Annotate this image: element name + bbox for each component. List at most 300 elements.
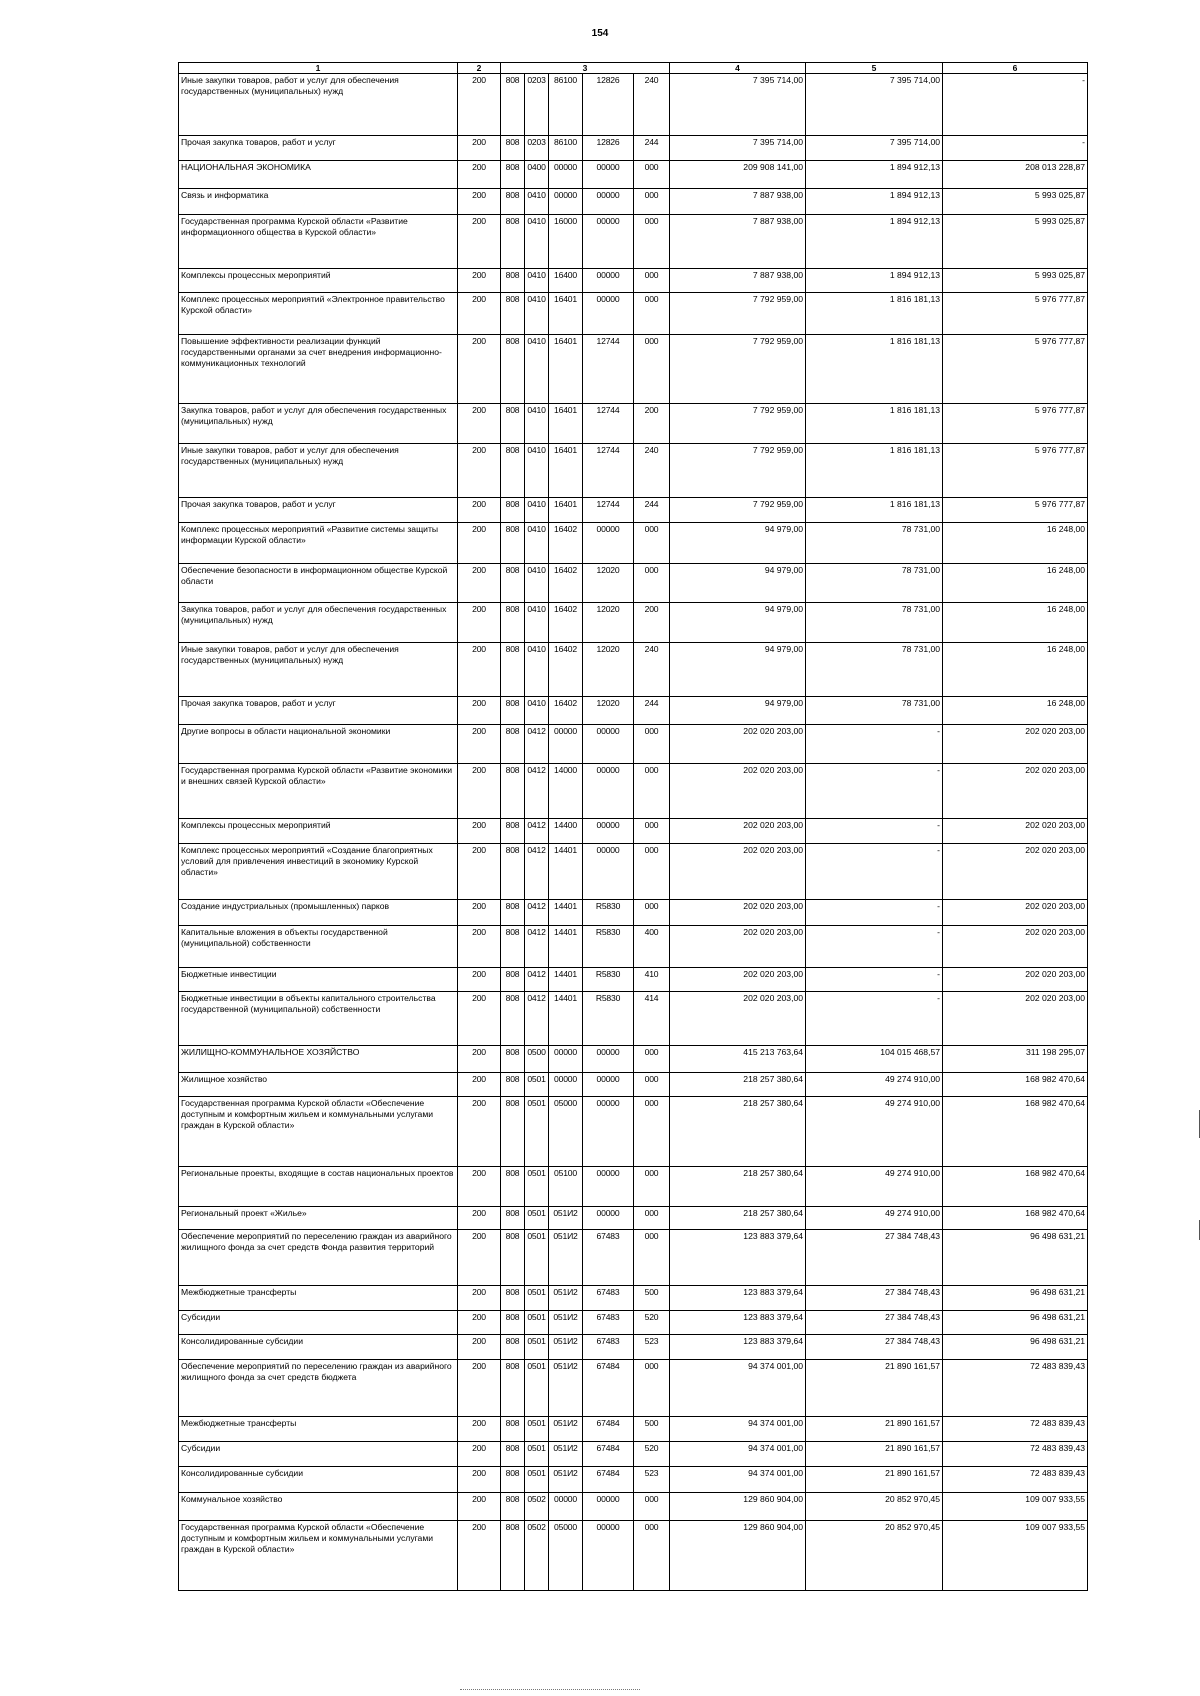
row-code-program: 16401	[549, 404, 583, 444]
row-code-chapter: 808	[501, 1286, 525, 1311]
row-col-4: 129 860 904,00	[670, 1521, 806, 1591]
row-code-expense-type: 000	[634, 1073, 670, 1097]
row-col-5: -	[806, 725, 943, 764]
row-code-expense-type: 200	[634, 404, 670, 444]
row-col-4: 7 792 959,00	[670, 404, 806, 444]
row-code-section: 0501	[525, 1335, 549, 1360]
header-row	[179, 63, 1088, 74]
table-row	[179, 1417, 1088, 1442]
row-code-chapter: 808	[501, 1167, 525, 1207]
row-code-section: 0412	[525, 764, 549, 819]
row-col-6: 109 007 933,55	[943, 1493, 1088, 1521]
row-col-6: 208 013 228,87	[943, 161, 1088, 189]
row-code-program: 051И2	[549, 1417, 583, 1442]
row-code-expense-type: 000	[634, 1046, 670, 1073]
row-name: Государственная программа Курской области «Развитие информационного общества в Курской области»	[179, 215, 458, 269]
row-code-section: 0410	[525, 335, 549, 404]
row-col-4: 123 883 379,64	[670, 1335, 806, 1360]
row-code-expense-type: 520	[634, 1311, 670, 1335]
row-code-chapter: 808	[501, 269, 525, 293]
row-col-4: 415 213 763,64	[670, 1046, 806, 1073]
row-code-direction: R5830	[583, 992, 634, 1046]
row-col-2: 200	[458, 1207, 501, 1230]
row-name: Межбюджетные трансферты	[179, 1286, 458, 1311]
row-col-4: 209 908 141,00	[670, 161, 806, 189]
row-code-program: 051И2	[549, 1286, 583, 1311]
row-col-2: 200	[458, 161, 501, 189]
row-code-chapter: 808	[501, 189, 525, 215]
table-row	[179, 444, 1088, 498]
row-col-6: 72 483 839,43	[943, 1417, 1088, 1442]
row-code-section: 0501	[525, 1230, 549, 1286]
row-code-direction: 00000	[583, 189, 634, 215]
table-row	[179, 1467, 1088, 1493]
row-col-6: -	[943, 136, 1088, 161]
row-col-4: 94 979,00	[670, 603, 806, 643]
row-code-expense-type: 400	[634, 926, 670, 968]
row-col-5: 21 890 161,57	[806, 1417, 943, 1442]
row-col-5: 27 384 748,43	[806, 1335, 943, 1360]
row-code-direction: 67484	[583, 1442, 634, 1467]
row-code-direction: 12744	[583, 335, 634, 404]
row-col-5: 21 890 161,57	[806, 1360, 943, 1417]
row-code-chapter: 808	[501, 643, 525, 697]
row-col-2: 200	[458, 1442, 501, 1467]
row-code-section: 0501	[525, 1311, 549, 1335]
row-code-direction: 00000	[583, 293, 634, 335]
row-col-4: 129 860 904,00	[670, 1493, 806, 1521]
header-col-2: 2	[458, 63, 501, 74]
row-code-program: 00000	[549, 725, 583, 764]
row-col-2: 200	[458, 1046, 501, 1073]
row-code-expense-type: 240	[634, 444, 670, 498]
row-code-expense-type: 000	[634, 215, 670, 269]
row-code-expense-type: 520	[634, 1442, 670, 1467]
row-col-2: 200	[458, 844, 501, 900]
row-code-direction: 00000	[583, 269, 634, 293]
row-col-6: 16 248,00	[943, 697, 1088, 725]
row-code-direction: 67484	[583, 1467, 634, 1493]
row-name: Консолидированные субсидии	[179, 1335, 458, 1360]
row-code-program: 16000	[549, 215, 583, 269]
row-code-section: 0410	[525, 523, 549, 564]
row-col-2: 200	[458, 968, 501, 992]
table-row	[179, 1335, 1088, 1360]
row-col-5: 49 274 910,00	[806, 1097, 943, 1167]
row-col-2: 200	[458, 697, 501, 725]
table-row	[179, 1360, 1088, 1417]
table-row	[179, 764, 1088, 819]
row-code-section: 0501	[525, 1097, 549, 1167]
row-col-2: 200	[458, 1335, 501, 1360]
row-name: Бюджетные инвестиции	[179, 968, 458, 992]
row-col-5: 49 274 910,00	[806, 1073, 943, 1097]
row-col-2: 200	[458, 1467, 501, 1493]
row-name: Создание индустриальных (промышленных) парков	[179, 900, 458, 926]
row-code-section: 0502	[525, 1521, 549, 1591]
table-row	[179, 1521, 1088, 1591]
row-code-direction: 00000	[583, 725, 634, 764]
row-col-5: 27 384 748,43	[806, 1230, 943, 1286]
row-col-4: 218 257 380,64	[670, 1207, 806, 1230]
row-code-section: 0412	[525, 926, 549, 968]
row-code-chapter: 808	[501, 1442, 525, 1467]
row-name: Бюджетные инвестиции в объекты капитального строительства государственной (муниципальной) собственности	[179, 992, 458, 1046]
row-name: Субсидии	[179, 1442, 458, 1467]
table-row	[179, 844, 1088, 900]
row-col-2: 200	[458, 725, 501, 764]
row-col-2: 200	[458, 1311, 501, 1335]
row-col-6: 96 498 631,21	[943, 1286, 1088, 1311]
row-col-5: -	[806, 764, 943, 819]
table-row	[179, 725, 1088, 764]
row-code-program: 05100	[549, 1167, 583, 1207]
table-row	[179, 1493, 1088, 1521]
row-code-chapter: 808	[501, 523, 525, 564]
row-code-direction: R5830	[583, 968, 634, 992]
table-row	[179, 498, 1088, 523]
table-row	[179, 697, 1088, 725]
row-name: Обеспечение безопасности в информационном обществе Курской области	[179, 564, 458, 603]
table-row	[179, 564, 1088, 603]
row-col-4: 202 020 203,00	[670, 764, 806, 819]
row-col-2: 200	[458, 404, 501, 444]
row-col-6: 72 483 839,43	[943, 1360, 1088, 1417]
row-col-2: 200	[458, 1521, 501, 1591]
row-code-program: 051И2	[549, 1207, 583, 1230]
table-row	[179, 269, 1088, 293]
row-col-4: 202 020 203,00	[670, 844, 806, 900]
row-code-direction: 00000	[583, 161, 634, 189]
row-code-expense-type: 000	[634, 189, 670, 215]
row-code-program: 16401	[549, 498, 583, 523]
row-code-direction: R5830	[583, 900, 634, 926]
row-code-direction: 00000	[583, 1521, 634, 1591]
row-code-section: 0410	[525, 444, 549, 498]
row-col-5: 1 894 912,13	[806, 189, 943, 215]
row-col-4: 123 883 379,64	[670, 1286, 806, 1311]
row-code-expense-type: 240	[634, 643, 670, 697]
table-row	[179, 643, 1088, 697]
table-row	[179, 1046, 1088, 1073]
row-code-expense-type: 000	[634, 819, 670, 844]
row-col-5: -	[806, 992, 943, 1046]
row-code-section: 0500	[525, 1046, 549, 1073]
row-col-6: 16 248,00	[943, 643, 1088, 697]
table-row	[179, 523, 1088, 564]
row-col-5: 21 890 161,57	[806, 1467, 943, 1493]
row-col-4: 94 374 001,00	[670, 1360, 806, 1417]
row-code-expense-type: 000	[634, 1230, 670, 1286]
row-col-4: 7 792 959,00	[670, 498, 806, 523]
row-code-direction: 00000	[583, 1493, 634, 1521]
row-col-6: 109 007 933,55	[943, 1521, 1088, 1591]
row-code-expense-type: 240	[634, 74, 670, 136]
row-col-4: 218 257 380,64	[670, 1073, 806, 1097]
row-code-section: 0410	[525, 603, 549, 643]
row-code-chapter: 808	[501, 564, 525, 603]
row-name: Межбюджетные трансферты	[179, 1417, 458, 1442]
row-col-4: 94 374 001,00	[670, 1442, 806, 1467]
row-code-expense-type: 410	[634, 968, 670, 992]
row-col-5: 1 816 181,13	[806, 335, 943, 404]
row-name: ЖИЛИЩНО-КОММУНАЛЬНОЕ ХОЗЯЙСТВО	[179, 1046, 458, 1073]
table-row	[179, 1207, 1088, 1230]
row-code-direction: 12826	[583, 74, 634, 136]
row-col-5: -	[806, 926, 943, 968]
row-code-program: 051И2	[549, 1467, 583, 1493]
row-col-5: 78 731,00	[806, 697, 943, 725]
row-code-direction: 67484	[583, 1360, 634, 1417]
row-code-section: 0410	[525, 404, 549, 444]
table-row	[179, 1230, 1088, 1286]
row-col-4: 202 020 203,00	[670, 725, 806, 764]
row-name: Комплекс процессных мероприятий «Развитие системы защиты информации Курской области»	[179, 523, 458, 564]
row-code-chapter: 808	[501, 1311, 525, 1335]
row-code-chapter: 808	[501, 1230, 525, 1286]
row-col-6: 5 976 777,87	[943, 444, 1088, 498]
row-code-program: 00000	[549, 1493, 583, 1521]
header-col-6: 6	[943, 63, 1088, 74]
row-code-program: 051И2	[549, 1442, 583, 1467]
row-name: Иные закупки товаров, работ и услуг для обеспечения государственных (муниципальных) нужд	[179, 643, 458, 697]
row-col-2: 200	[458, 215, 501, 269]
row-code-program: 16401	[549, 293, 583, 335]
row-col-2: 200	[458, 1493, 501, 1521]
row-col-2: 200	[458, 1417, 501, 1442]
row-col-2: 200	[458, 1097, 501, 1167]
row-name: Региональный проект «Жилье»	[179, 1207, 458, 1230]
row-col-6: 5 993 025,87	[943, 269, 1088, 293]
row-col-4: 7 887 938,00	[670, 189, 806, 215]
row-col-4: 7 887 938,00	[670, 215, 806, 269]
row-col-5: 78 731,00	[806, 603, 943, 643]
row-col-6: 5 976 777,87	[943, 335, 1088, 404]
row-col-5: 1 894 912,13	[806, 161, 943, 189]
row-col-4: 202 020 203,00	[670, 900, 806, 926]
row-code-expense-type: 000	[634, 725, 670, 764]
row-code-chapter: 808	[501, 844, 525, 900]
row-code-program: 16401	[549, 444, 583, 498]
row-code-direction: 00000	[583, 819, 634, 844]
header-col-4: 4	[670, 63, 806, 74]
row-code-section: 0410	[525, 215, 549, 269]
row-code-expense-type: 000	[634, 844, 670, 900]
row-code-direction: 00000	[583, 844, 634, 900]
row-code-expense-type: 000	[634, 1167, 670, 1207]
row-code-section: 0410	[525, 498, 549, 523]
row-code-direction: 67483	[583, 1311, 634, 1335]
budget-table	[178, 62, 1088, 1591]
page-number: 154	[591, 28, 609, 39]
row-col-4: 7 792 959,00	[670, 444, 806, 498]
row-col-2: 200	[458, 764, 501, 819]
row-code-chapter: 808	[501, 1046, 525, 1073]
row-code-chapter: 808	[501, 1073, 525, 1097]
row-code-section: 0502	[525, 1493, 549, 1521]
table-row	[179, 74, 1088, 136]
row-col-4: 7 792 959,00	[670, 335, 806, 404]
row-code-chapter: 808	[501, 764, 525, 819]
row-col-6: 16 248,00	[943, 564, 1088, 603]
row-code-section: 0410	[525, 697, 549, 725]
row-col-4: 202 020 203,00	[670, 819, 806, 844]
row-col-2: 200	[458, 1167, 501, 1207]
row-code-section: 0412	[525, 819, 549, 844]
row-col-6: 202 020 203,00	[943, 992, 1088, 1046]
row-col-5: 20 852 970,45	[806, 1493, 943, 1521]
row-code-section: 0400	[525, 161, 549, 189]
row-code-expense-type: 000	[634, 564, 670, 603]
row-col-2: 200	[458, 293, 501, 335]
row-name: Государственная программа Курской области «Обеспечение доступным и комфортным жильем и коммунальными услугами граждан в Курской области»	[179, 1521, 458, 1591]
row-col-2: 200	[458, 992, 501, 1046]
table-row	[179, 968, 1088, 992]
row-col-5: 78 731,00	[806, 643, 943, 697]
row-col-6: 16 248,00	[943, 603, 1088, 643]
header-col-5: 5	[806, 63, 943, 74]
row-col-2: 200	[458, 498, 501, 523]
row-code-direction: 12744	[583, 498, 634, 523]
table-row	[179, 136, 1088, 161]
table-row	[179, 900, 1088, 926]
row-col-4: 94 979,00	[670, 643, 806, 697]
row-code-program: 14000	[549, 764, 583, 819]
row-col-6: 96 498 631,21	[943, 1230, 1088, 1286]
row-col-6: 96 498 631,21	[943, 1311, 1088, 1335]
row-code-expense-type: 200	[634, 603, 670, 643]
row-code-program: 16402	[549, 643, 583, 697]
row-name: Капитальные вложения в объекты государственной (муниципальной) собственности	[179, 926, 458, 968]
row-name: Иные закупки товаров, работ и услуг для обеспечения государственных (муниципальных) нужд	[179, 74, 458, 136]
row-name: Связь и информатика	[179, 189, 458, 215]
row-code-section: 0412	[525, 725, 549, 764]
row-col-4: 7 792 959,00	[670, 293, 806, 335]
row-code-expense-type: 000	[634, 161, 670, 189]
row-col-2: 200	[458, 523, 501, 564]
row-col-6: 5 976 777,87	[943, 293, 1088, 335]
row-code-direction: 67483	[583, 1335, 634, 1360]
row-col-5: 1 894 912,13	[806, 215, 943, 269]
row-name: Закупка товаров, работ и услуг для обеспечения государственных (муниципальных) нужд	[179, 603, 458, 643]
table-row	[179, 161, 1088, 189]
row-code-chapter: 808	[501, 444, 525, 498]
header-col-3: 3	[501, 63, 670, 74]
row-col-5: -	[806, 968, 943, 992]
row-code-chapter: 808	[501, 1360, 525, 1417]
row-code-direction: 00000	[583, 1073, 634, 1097]
table-row	[179, 1167, 1088, 1207]
row-code-program: 16402	[549, 564, 583, 603]
row-name: Закупка товаров, работ и услуг для обеспечения государственных (муниципальных) нужд	[179, 404, 458, 444]
row-code-chapter: 808	[501, 1207, 525, 1230]
table-row	[179, 293, 1088, 335]
row-code-program: 16402	[549, 603, 583, 643]
row-col-6: 202 020 203,00	[943, 764, 1088, 819]
table-body	[179, 74, 1088, 1591]
row-col-4: 123 883 379,64	[670, 1311, 806, 1335]
row-code-expense-type: 500	[634, 1286, 670, 1311]
row-col-4: 94 979,00	[670, 697, 806, 725]
row-col-5: -	[806, 900, 943, 926]
row-name: Комплекс процессных мероприятий «Электронное правительство Курской области»	[179, 293, 458, 335]
row-code-expense-type: 523	[634, 1467, 670, 1493]
row-code-program: 05000	[549, 1097, 583, 1167]
row-code-program: 86100	[549, 136, 583, 161]
row-col-6: 72 483 839,43	[943, 1467, 1088, 1493]
row-code-program: 051И2	[549, 1311, 583, 1335]
row-code-section: 0203	[525, 74, 549, 136]
row-code-section: 0501	[525, 1167, 549, 1207]
row-name: Государственная программа Курской области «Развитие экономики и внешних связей Курской области»	[179, 764, 458, 819]
row-col-2: 200	[458, 136, 501, 161]
row-col-2: 200	[458, 643, 501, 697]
row-code-program: 86100	[549, 74, 583, 136]
table-row	[179, 1311, 1088, 1335]
row-code-expense-type: 000	[634, 335, 670, 404]
row-code-direction: 00000	[583, 764, 634, 819]
row-code-expense-type: 000	[634, 293, 670, 335]
row-col-4: 94 979,00	[670, 523, 806, 564]
row-code-direction: 00000	[583, 215, 634, 269]
row-col-5: 1 816 181,13	[806, 293, 943, 335]
row-code-section: 0501	[525, 1417, 549, 1442]
row-name: Прочая закупка товаров, работ и услуг	[179, 136, 458, 161]
row-code-direction: 12744	[583, 404, 634, 444]
table-row	[179, 1286, 1088, 1311]
table-row	[179, 1073, 1088, 1097]
row-col-2: 200	[458, 603, 501, 643]
table-row	[179, 992, 1088, 1046]
row-col-6: 202 020 203,00	[943, 819, 1088, 844]
row-code-section: 0412	[525, 992, 549, 1046]
row-code-chapter: 808	[501, 1467, 525, 1493]
row-col-2: 200	[458, 1286, 501, 1311]
row-name: Обеспечение мероприятий по переселению граждан из аварийного жилищного фонда за счет средств бюджета	[179, 1360, 458, 1417]
row-code-expense-type: 244	[634, 498, 670, 523]
row-name: Региональные проекты, входящие в состав национальных проектов	[179, 1167, 458, 1207]
row-code-section: 0501	[525, 1073, 549, 1097]
row-code-expense-type: 523	[634, 1335, 670, 1360]
row-name: Прочая закупка товаров, работ и услуг	[179, 498, 458, 523]
row-code-expense-type: 000	[634, 269, 670, 293]
table-row	[179, 189, 1088, 215]
row-name: Жилищное хозяйство	[179, 1073, 458, 1097]
row-code-chapter: 808	[501, 968, 525, 992]
footer-dotted-line	[460, 1689, 640, 1691]
row-code-chapter: 808	[501, 1097, 525, 1167]
row-col-4: 123 883 379,64	[670, 1230, 806, 1286]
row-code-section: 0501	[525, 1286, 549, 1311]
row-code-program: 051И2	[549, 1335, 583, 1360]
row-code-expense-type: 000	[634, 1521, 670, 1591]
row-code-expense-type: 000	[634, 523, 670, 564]
row-code-direction: R5830	[583, 926, 634, 968]
row-code-program: 051И2	[549, 1360, 583, 1417]
table-row	[179, 404, 1088, 444]
row-col-5: -	[806, 844, 943, 900]
row-code-chapter: 808	[501, 1335, 525, 1360]
row-name: Консолидированные субсидии	[179, 1467, 458, 1493]
row-code-program: 00000	[549, 1046, 583, 1073]
row-code-direction: 12020	[583, 603, 634, 643]
row-name: Обеспечение мероприятий по переселению граждан из аварийного жилищного фонда за счет средств Фонда развития территорий	[179, 1230, 458, 1286]
row-col-5: 78 731,00	[806, 564, 943, 603]
table-row	[179, 215, 1088, 269]
row-code-chapter: 808	[501, 1493, 525, 1521]
row-col-2: 200	[458, 74, 501, 136]
row-col-6: 72 483 839,43	[943, 1442, 1088, 1467]
